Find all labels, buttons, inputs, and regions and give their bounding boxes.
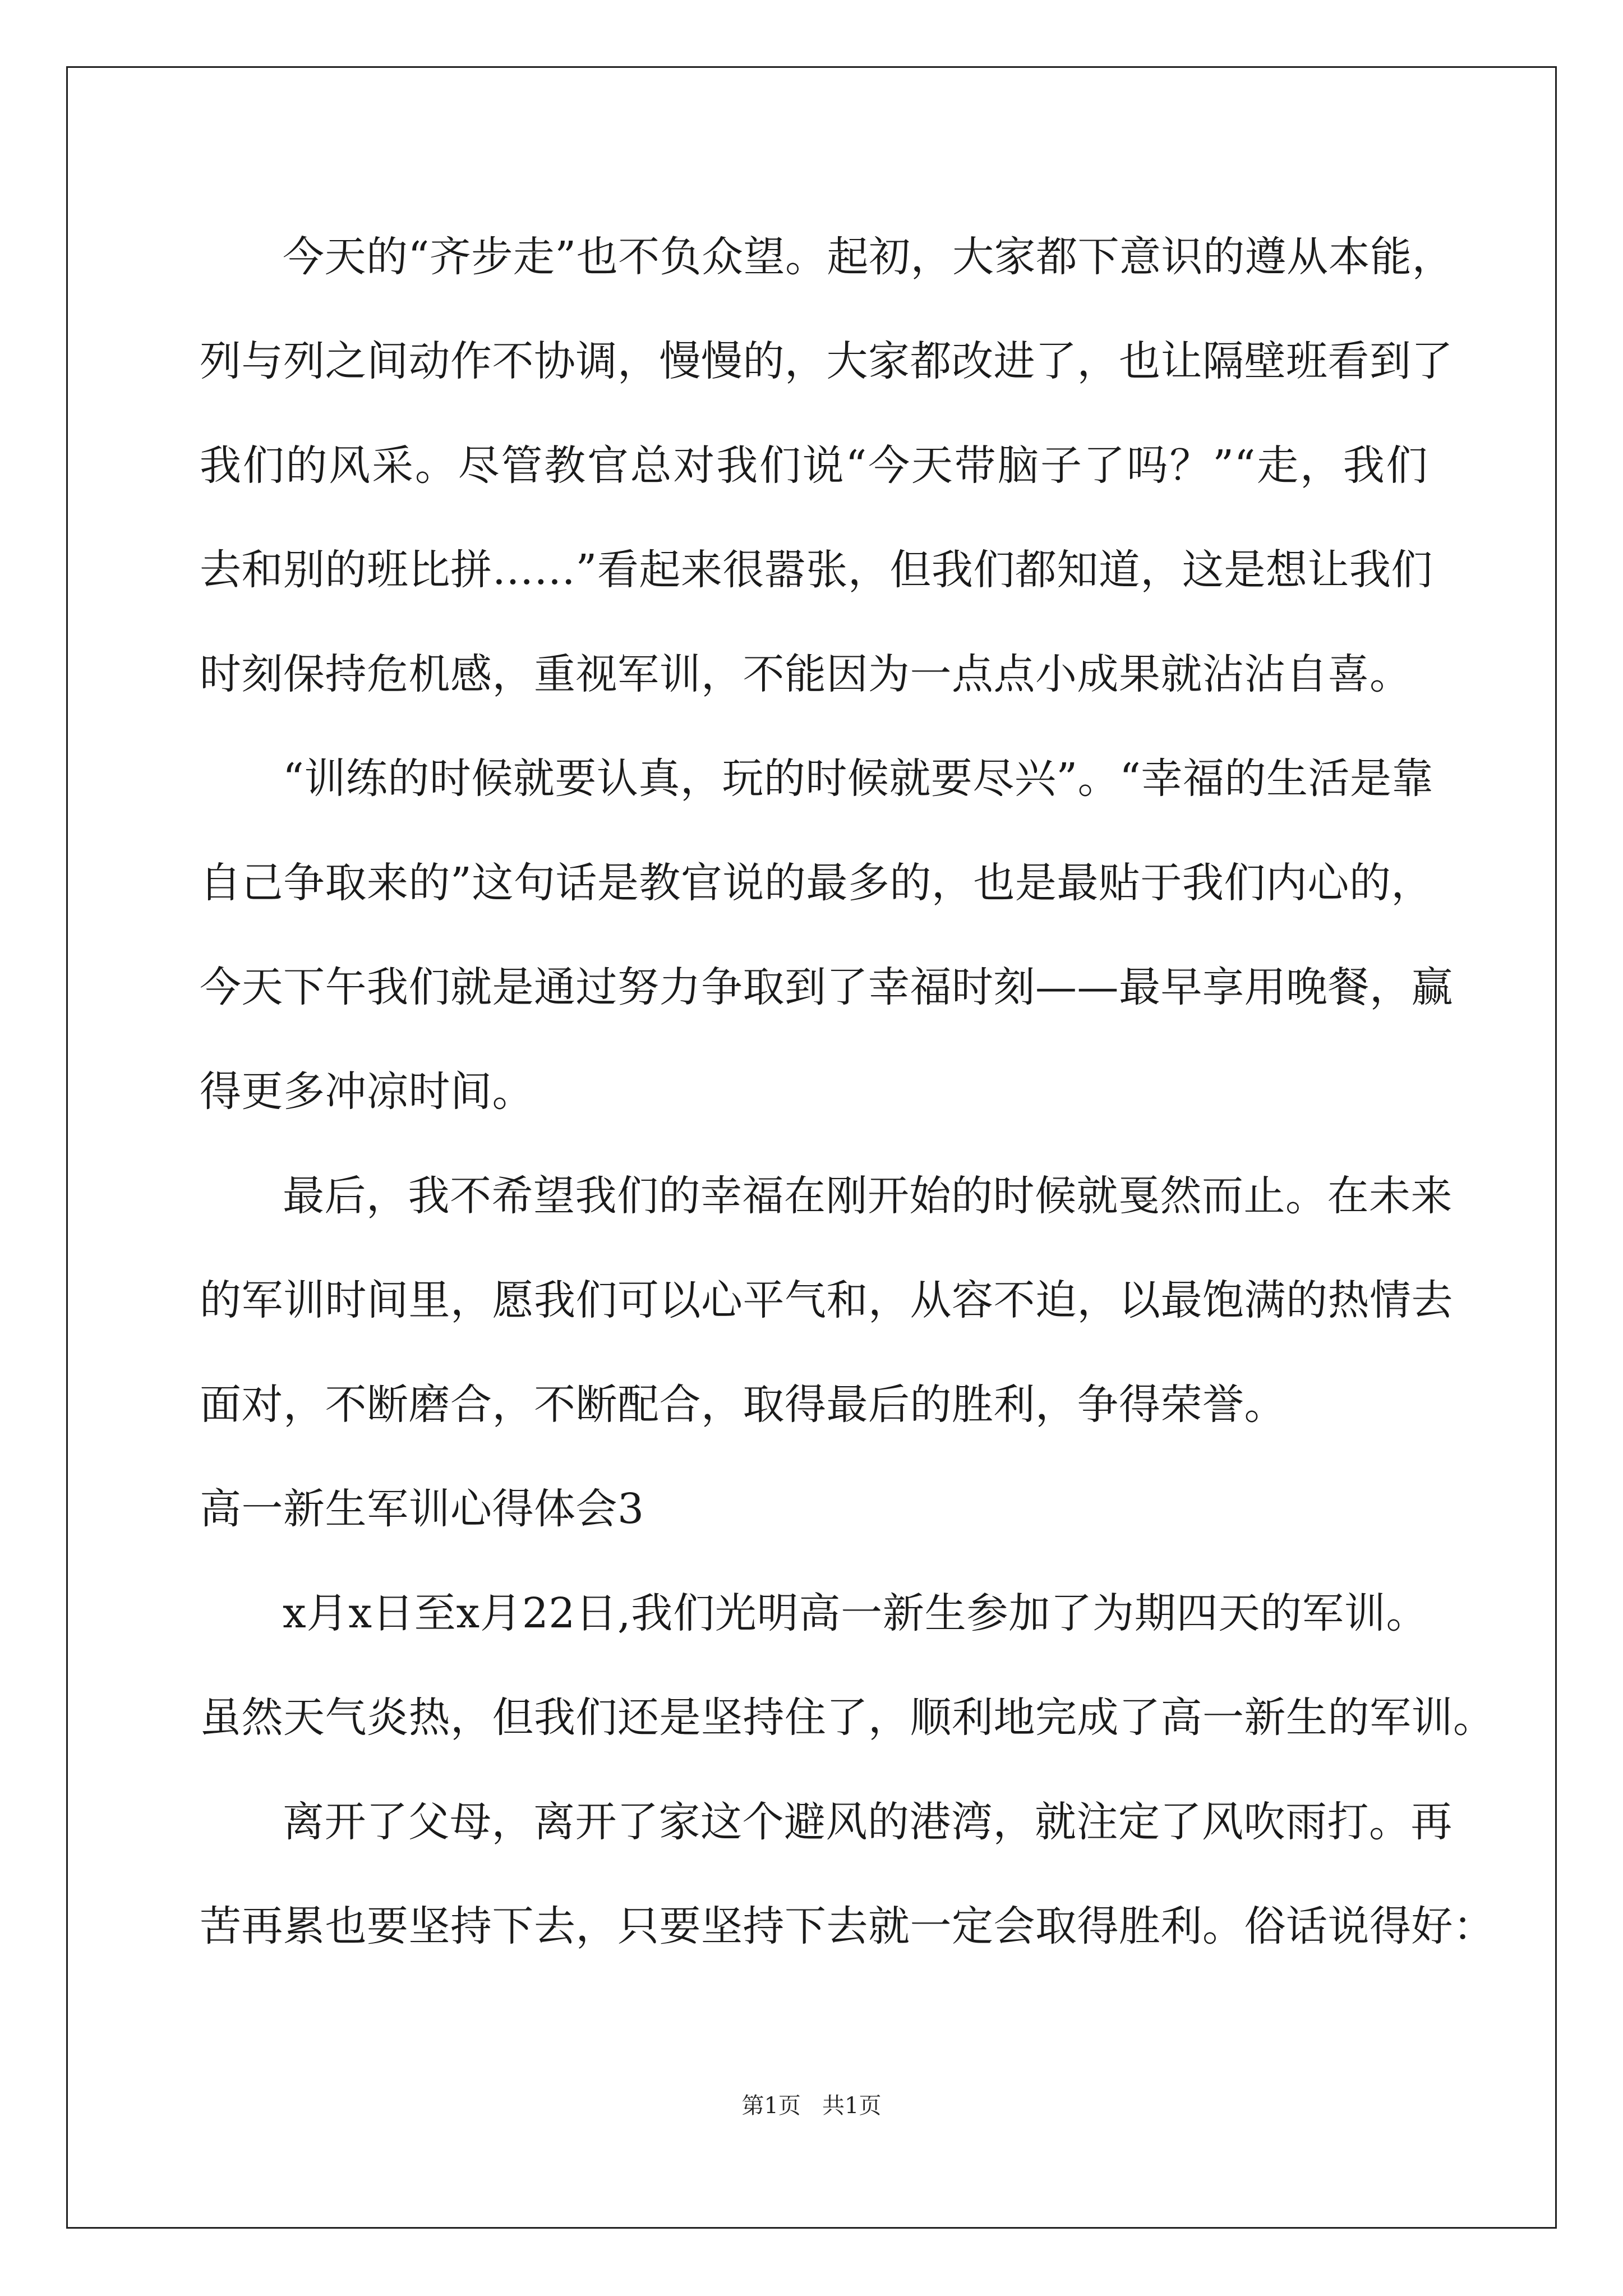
paragraph-line: 离开了父母，离开了家这个避风的港湾，就注定了风吹雨打。再 (283, 1798, 1453, 1846)
paragraph-line: 列与列之间动作不协调，慢慢的，大家都改进了，也让隔壁班看到了 (200, 337, 1453, 385)
paragraph-line: 虽然天气炎热，但我们还是坚持住了，顺利地完成了高一新生的军训。 (200, 1694, 1495, 1742)
paragraph-line: 我们的风采。尽管教官总对我们说“今天带脑子了吗？”“走，我们 (200, 441, 1428, 490)
paragraph-line: 时刻保持危机感，重视军训，不能因为一点点小成果就沾沾自喜。 (200, 650, 1412, 698)
paragraph-line: 自己争取来的”这句话是教官说的最多的，也是最贴于我们内心的， (200, 859, 1433, 907)
document-body (200, 205, 1495, 1978)
section-heading: 高一新生军训心得体会3 (200, 1485, 644, 1533)
paragraph-line: x月x日至x月22日,我们光明高一新生参加了为期四天的军训。 (283, 1589, 1428, 1637)
paragraph-line: 今天下午我们就是通过努力争取到了幸福时刻——最早享用晚餐，赢 (200, 963, 1453, 1011)
paragraph-line: 最后，我不希望我们的幸福在刚开始的时候就戛然而止。在未来 (283, 1172, 1453, 1220)
paragraph-line: 面对，不断磨合，不断配合，取得最后的胜利，争得荣誉。 (200, 1381, 1286, 1429)
paragraph-line: 苦再累也要坚持下去，只要坚持下去就一定会取得胜利。俗话说得好： (200, 1902, 1495, 1950)
page-number-footer: 第1页 共1页 (741, 2093, 882, 2119)
paragraph-line: 今天的“齐步走”也不负众望。起初，大家都下意识的遵从本能， (283, 233, 1454, 281)
paragraph-line: 的军训时间里，愿我们可以心平气和，从容不迫，以最饱满的热情去 (200, 1276, 1453, 1324)
paragraph-line: “训练的时候就要认真，玩的时候就要尽兴”。“幸福的生活是靠 (283, 754, 1433, 803)
paragraph-line: 得更多冲凉时间。 (200, 1068, 534, 1116)
paragraph-line: 去和别的班比拼……”看起来很嚣张，但我们都知道，这是想让我们 (200, 546, 1433, 594)
